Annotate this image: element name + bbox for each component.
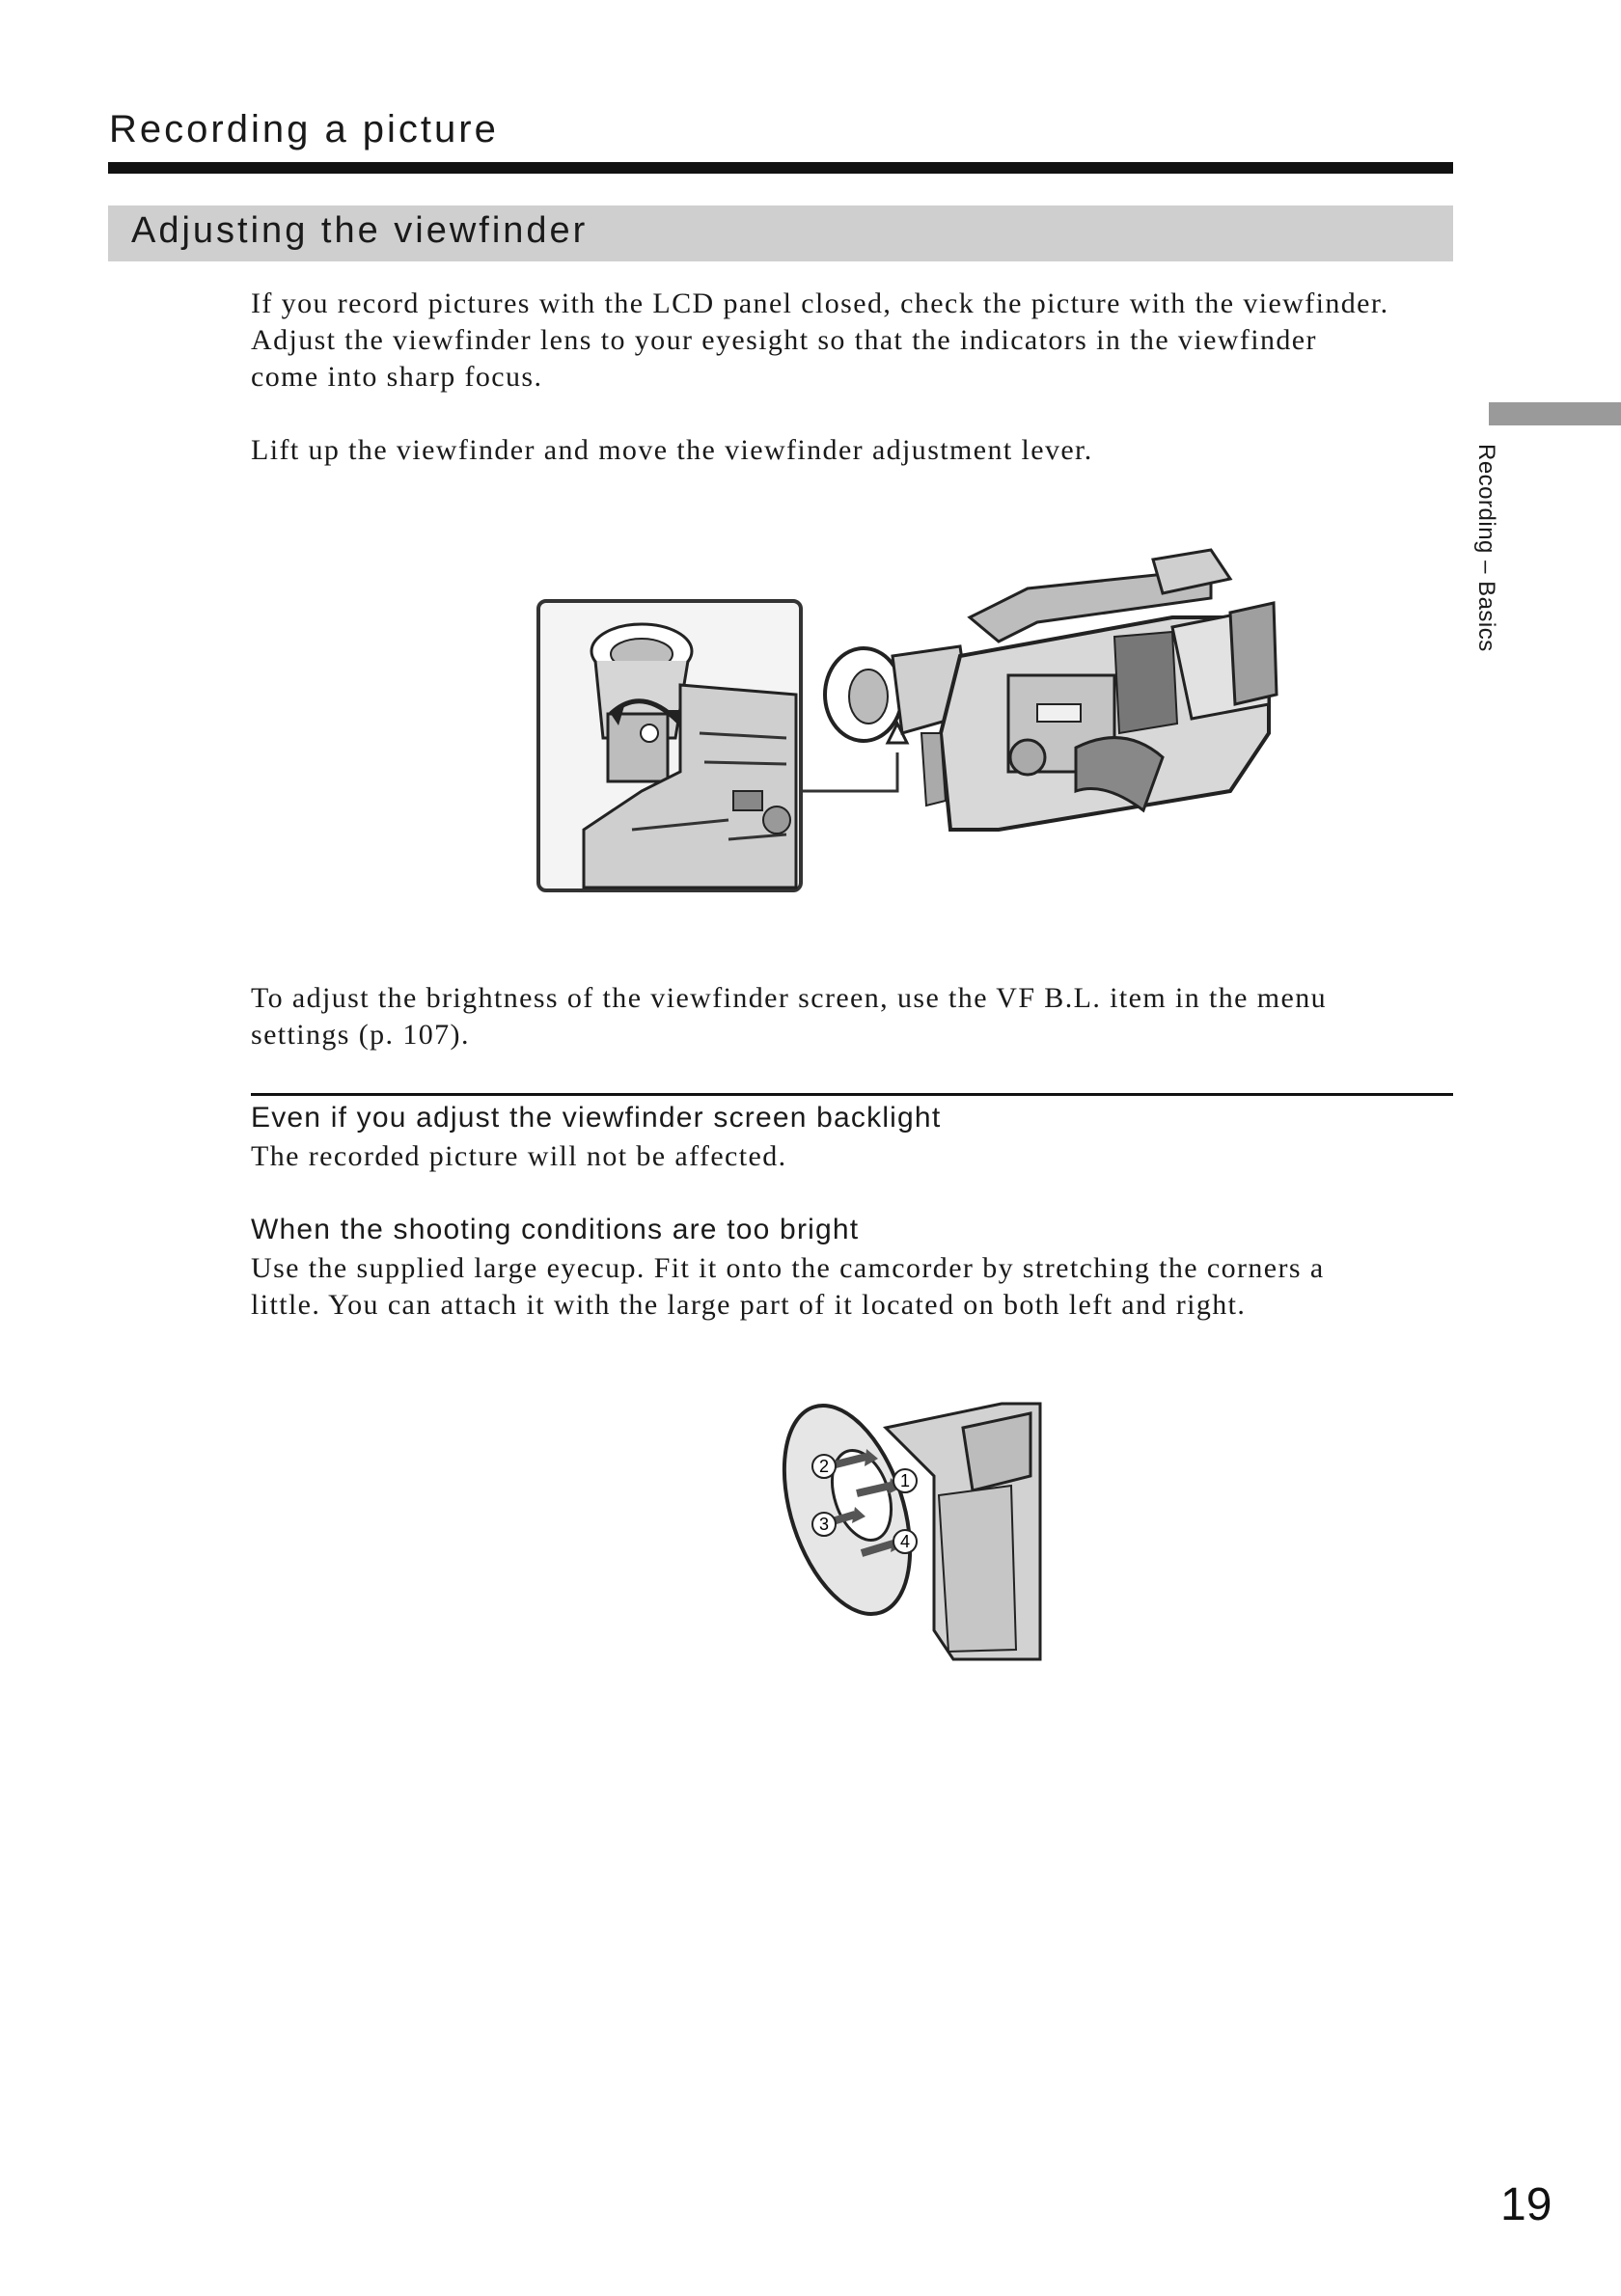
note-1-heading: Even if you adjust the viewfinder screen backlight xyxy=(251,1102,942,1134)
brightness-line-1: To adjust the brightness of the viewfinder screen, use the VF B.L. item in the menu xyxy=(251,982,1328,1014)
side-tab-marker xyxy=(1489,402,1621,425)
step-2-label: 2 xyxy=(818,1457,830,1476)
step-3-label: 3 xyxy=(818,1515,830,1534)
brightness-line-2: settings (p. 107). xyxy=(251,1019,470,1051)
camcorder-illustration xyxy=(536,540,1288,897)
note-2-heading: When the shooting conditions are too bright xyxy=(251,1214,860,1245)
section-title: Recording a picture xyxy=(109,108,499,150)
note-2-text-line-1: Use the supplied large eyecup. Fit it onto the camcorder by stretching the corners a xyxy=(251,1252,1325,1284)
step-1-label: 1 xyxy=(899,1471,911,1490)
note-2-text-line-2: little. You can attach it with the large part of it located on both left and right. xyxy=(251,1289,1247,1321)
step-text: Lift up the viewfinder and move the viewfinder adjustment lever. xyxy=(251,434,1093,466)
notes-rule xyxy=(251,1093,1453,1096)
page-number: 19 xyxy=(1500,2179,1552,2230)
large-eyecup-illustration xyxy=(770,1399,1050,1664)
intro-line-3: come into sharp focus. xyxy=(251,361,543,393)
step-4-label: 4 xyxy=(899,1532,911,1551)
side-tab-label: Recording – Basics xyxy=(1473,444,1499,652)
intro-line-1: If you record pictures with the LCD panel closed, check the picture with the viewfinder. xyxy=(251,287,1389,319)
header-rule xyxy=(108,162,1453,174)
note-1-text: The recorded picture will not be affected. xyxy=(251,1140,787,1172)
intro-line-2: Adjust the viewfinder lens to your eyesight so that the indicators in the viewfinder xyxy=(251,324,1317,356)
subsection-title: Adjusting the viewfinder xyxy=(131,210,589,251)
